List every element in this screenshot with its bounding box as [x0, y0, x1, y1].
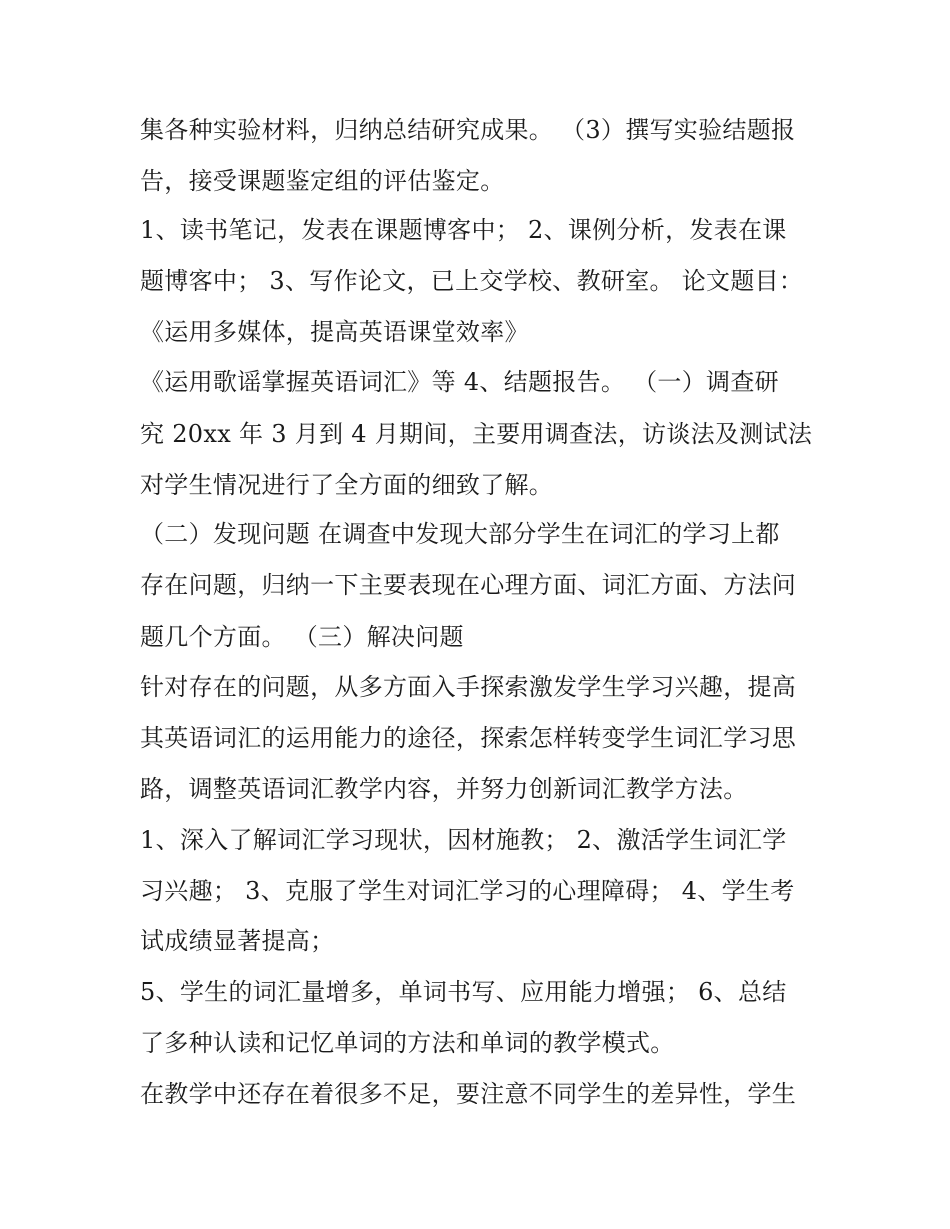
text-line: 究 20xx 年 3 月到 4 月期间，主要用调查法，访谈法及测试法 [140, 420, 813, 448]
text-line: 了多种认读和记忆单词的方法和单词的教学模式。 [140, 1029, 675, 1057]
text-line: 1、读书笔记，发表在课题博客中； 2、课例分析，发表在课 [140, 216, 787, 244]
text-line: 《运用歌谣掌握英语词汇》等 4、结题报告。 （一）调查研 [140, 368, 779, 396]
text-line: （二）发现问题 在调查中发现大部分学生在词汇的学习上都 [140, 520, 780, 548]
text-line: 题几个方面。 （三）解决问题 [140, 623, 464, 651]
text-line: 存在问题，归纳一下主要表现在心理方面、词汇方面、方法问 [140, 571, 797, 599]
text-line: 集各种实验材料，归纳总结研究成果。 （3）撰写实验结题报 [140, 116, 796, 144]
text-line: 在教学中还存在着很多不足，要注意不同学生的差异性，学生 [140, 1080, 797, 1108]
text-line: 习兴趣； 3、克服了学生对词汇学习的心理障碍； 4、学生考 [140, 877, 795, 905]
text-line: 其英语词汇的运用能力的途径，探索怎样转变学生词汇学习思 [140, 724, 797, 752]
text-line: 5、学生的词汇量增多，单词书写、应用能力增强； 6、总结 [140, 978, 787, 1006]
text-line: 告，接受课题鉴定组的评估鉴定。 [140, 167, 505, 195]
text-line: 对学生情况进行了全方面的细致了解。 [140, 471, 554, 499]
text-line: 试成绩显著提高； [140, 927, 335, 955]
text-line: 1、深入了解词汇学习现状，因材施教； 2、激活学生词汇学 [140, 826, 787, 854]
text-line: 题博客中； 3、写作论文，已上交学校、教研室。 论文题目： [140, 267, 804, 295]
text-line: 《运用多媒体，提高英语课堂效率》 [140, 318, 529, 346]
text-line: 路，调整英语词汇教学内容，并努力创新词汇教学方法。 [140, 775, 748, 803]
text-line: 针对存在的问题，从多方面入手探索激发学生学习兴趣，提高 [140, 673, 797, 701]
